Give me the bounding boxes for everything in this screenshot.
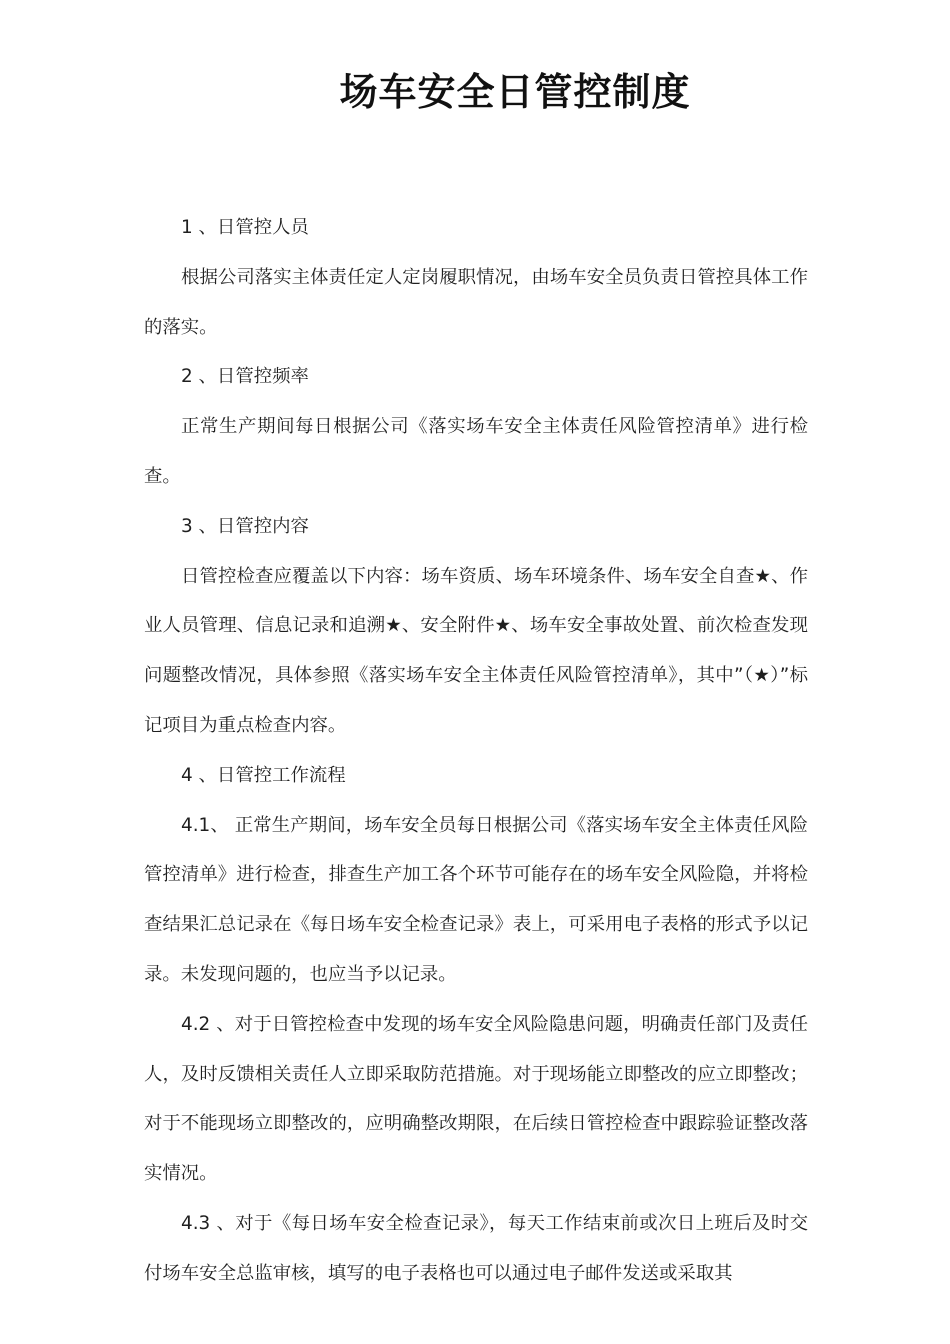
document-title: 场车安全日管控制度 [339, 70, 691, 114]
paragraph-content: 日管控检查应覆盖以下内容：场车资质、场车环境条件、场车安全自查★、作业人员管理、信息记录和追溯★、安全附件★、场车安全事故处置、前次检查发现问题整改情况，具体参照《落实场车安全主体责任风险管控清单》，其中”（★）”标记项目为重点检查内容。 [144, 565, 808, 736]
section-heading-workflow: 4 、日管控工作流程 [181, 764, 346, 786]
paragraph-personnel: 根据公司落实主体责任定人定岗履职情况，由场车安全员负责日管控具体工作的落实。 [144, 266, 808, 338]
section-heading-frequency: 2 、日管控频率 [181, 366, 309, 388]
paragraph-workflow-4-3: 4.3 、对于《每日场车安全检查记录》，每天工作结束前或次日上班后及时交付场车安全总监审核，填写的电子表格也可以通过电子邮件发送或采取其 [144, 1212, 808, 1284]
document-body [144, 203, 808, 1299]
paragraph-workflow-4-2: 4.2 、对于日管控检查中发现的场车安全风险隐患问题，明确责任部门及责任人，及时反馈相关责任人立即采取防范措施。对于现场能立即整改的应立即整改；对于不能现场立即整改的，应明确整改期限，在后续日管控检查中跟踪验证整改落实情况。 [144, 1013, 808, 1185]
section-heading-personnel: 1 、日管控人员 [181, 217, 309, 238]
paragraph-frequency: 正常生产期间每日根据公司《落实场车安全主体责任风险管控清单》进行检查。 [144, 416, 808, 487]
paragraph-workflow-4-1: 4.1、 正常生产期间，场车安全员每日根据公司《落实场车安全主体责任风险管控清单》进行检查，排查生产加工各个环节可能存在的场车安全风险隐，并将检查结果汇总记录在《每日场车安全检查记录》表上，可采用电子表格的形式予以记录。未发现问题的，也应当予以记录。 [144, 814, 808, 985]
section-heading-content: 3 、日管控内容 [181, 515, 309, 537]
